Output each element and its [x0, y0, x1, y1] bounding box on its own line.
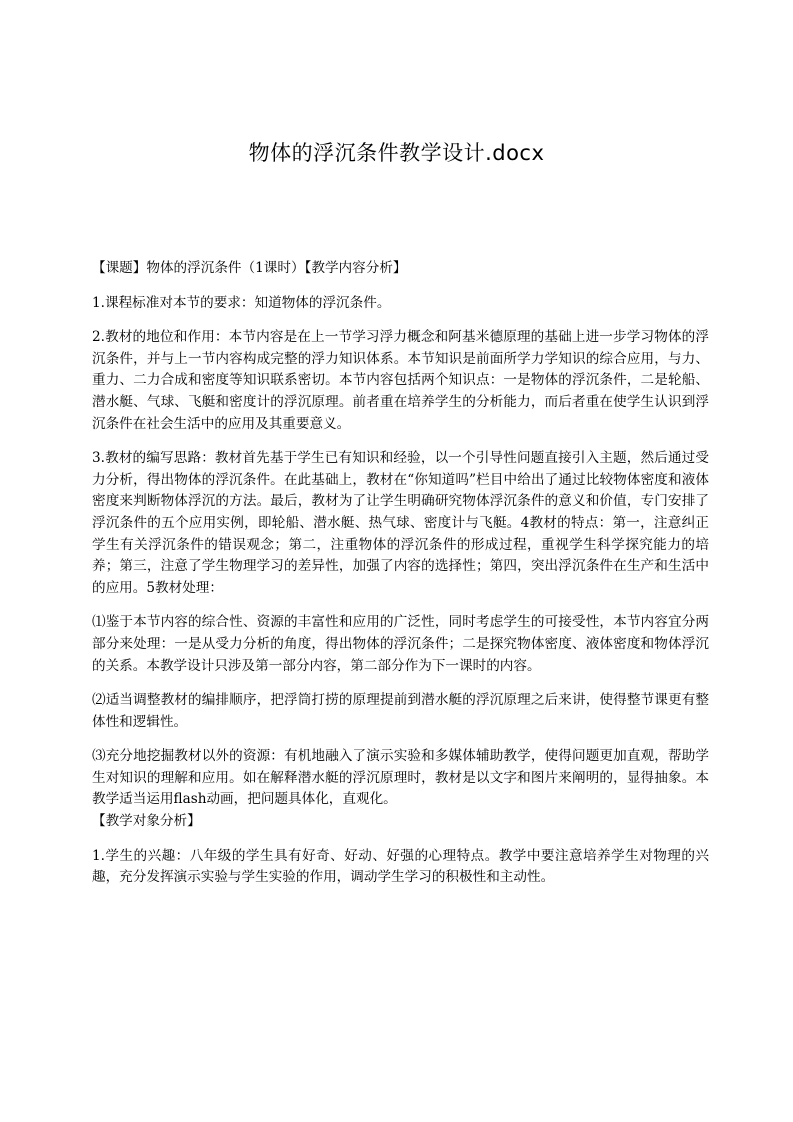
paragraph-processing-1: ⑴鉴于本节内容的综合性、资源的丰富性和应用的广泛性，同时考虑学生的可接受性，本节内容宜分两部分来处理：一是从受力分析的角度，得出物体的浮沉条件；二是探究物体密度、液体密度和物体浮沉的关系。本教学设计只涉及第一部分内容，第二部分作为下一课时的内容。 — [92, 614, 709, 674]
paragraph-student-analysis-heading: 【教学对象分析】 — [92, 813, 201, 830]
paragraph-curriculum-requirement: 1.课程标准对本节的要求：知道物体的浮沉条件。 — [92, 294, 391, 311]
paragraph-lesson-heading: 【课题】物体的浮沉条件（1课时）【教学内容分析】 — [92, 260, 407, 276]
paragraph-processing-2: ⑵适当调整教材的编排顺序，把浮筒打捞的原理提前到潜水艇的浮沉原理之后来讲，使得整节课更有整体性和逻辑性。 — [92, 692, 709, 730]
document-title: 物体的浮沉条件教学设计.docx — [248, 141, 545, 165]
paragraph-textbook-role: 2.教材的地位和作用：本节内容是在上一节学习浮力概念和阿基米德原理的基础上进一步学习物体的浮沉条件，并与上一节内容构成完整的浮力知识体系。本节知识是前面所学力学知识的综合应用，与力、重力、二力合成和密度等知识联系密切。本节内容包括两个知识点：一是物体的浮沉条件，二是轮船、潜水艇、气球、飞艇和密度计的浮沉原理。前者重在培养学生的分析能力，而后者重在使学生认识到浮沉条件在社会生活中的应用及其重要意义。 — [92, 329, 709, 432]
paragraph-student-interest: 1.学生的兴趣：八年级的学生具有好奇、好动、好强的心理特点。教学中要注意培养学生对物理的兴趣，充分发挥演示实验与学生实验的作用，调动学生学习的积极性和主动性。 — [92, 847, 709, 886]
paragraph-textbook-approach: 3.教材的编写思路：教材首先基于学生已有知识和经验，以一个引导性问题直接引入主题，然后通过受力分析，得出物体的浮沉条件。在此基础上，教材在“你知道吗”栏目中给出了通过比较物体密度和液体密度来判断物体浮沉的方法。最后，教材为了让学生明确研究物体浮沉条件的意义和价值，专门安排了浮沉条件的五个应用实例，即轮船、潜水艇、热气球、密度计与飞艇。4教材的特点：第一，注意纠正学生有关浮沉条件的错误观念；第二，注重物体的浮沉条件的形成过程，重视学生科学探究能力的培养；第三，注意了学生物理学习的差异性，加强了内容的选择性；第四，突出浮沉条件在生产和生活中的应用。5教材处理： — [92, 450, 709, 596]
paragraph-processing-3: ⑶充分地挖掘教材以外的资源：有机地融入了演示实验和多媒体辅助教学，使得问题更加直观，帮助学生对知识的理解和应用。如在解释潜水艇的浮沉原理时，教材是以文字和图片来阐明的，显得抽象。本教学适当运用flash动画，把问题具体化，直观化。 — [92, 748, 709, 808]
document-body — [92, 258, 709, 902]
